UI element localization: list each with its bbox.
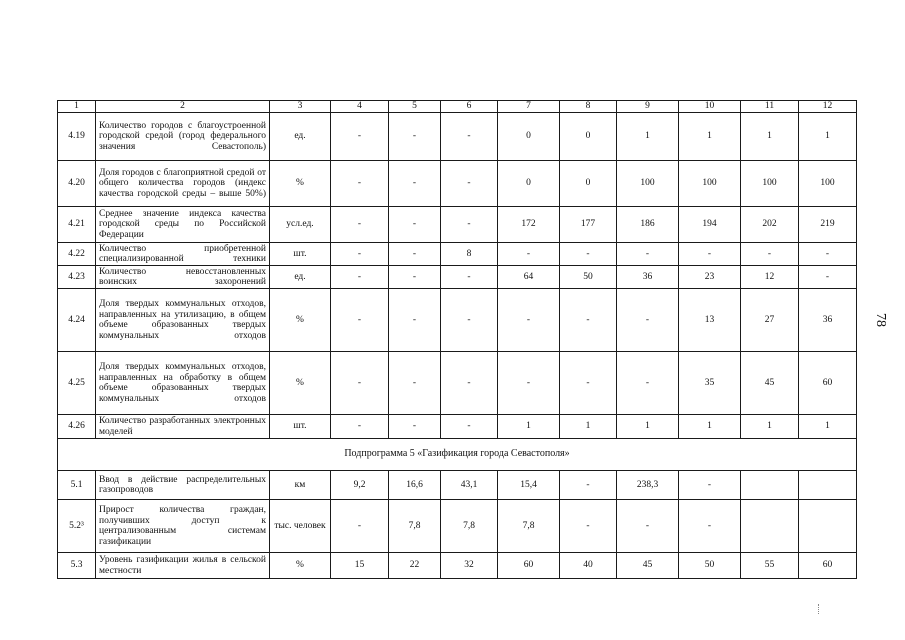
column-number: 11 <box>741 101 799 113</box>
indicator-value: 1 <box>741 415 799 439</box>
indicator-value: 1 <box>679 113 741 161</box>
indicators-table <box>57 100 857 579</box>
indicator-value: - <box>498 289 560 352</box>
table-row <box>58 500 857 553</box>
indicator-value: - <box>389 289 441 352</box>
row-number: 4.25 <box>58 352 96 415</box>
indicator-value: 1 <box>617 113 679 161</box>
column-number: 4 <box>331 101 389 113</box>
unit-of-measure: тыс. человек <box>270 500 331 553</box>
indicator-value: 1 <box>498 415 560 439</box>
indicator-value: - <box>441 207 498 243</box>
indicator-value: - <box>389 207 441 243</box>
indicator-value: 32 <box>441 553 498 579</box>
unit-of-measure: км <box>270 471 331 500</box>
indicator-value: 45 <box>741 352 799 415</box>
unit-of-measure: шт. <box>270 415 331 439</box>
indicator-value: - <box>498 243 560 266</box>
unit-of-measure: % <box>270 553 331 579</box>
table-row <box>58 471 857 500</box>
indicator-value: 100 <box>617 161 679 207</box>
row-number: 5.1 <box>58 471 96 500</box>
table-row <box>58 266 857 289</box>
indicator-value: 7,8 <box>389 500 441 553</box>
indicator-value: - <box>617 500 679 553</box>
indicator-value: - <box>560 243 617 266</box>
indicator-value: - <box>679 500 741 553</box>
unit-of-measure: усл.ед. <box>270 207 331 243</box>
indicator-value: - <box>331 207 389 243</box>
indicator-value: - <box>560 289 617 352</box>
scan-mark <box>818 604 820 614</box>
indicator-value: - <box>617 243 679 266</box>
indicator-value: 27 <box>741 289 799 352</box>
row-number: 5.3 <box>58 553 96 579</box>
indicator-value: 177 <box>560 207 617 243</box>
column-number: 7 <box>498 101 560 113</box>
indicator-name: Доля городов с благоприятной средой от общего количества городов (индекс качества городской среды – выше 50%) <box>96 161 270 207</box>
unit-of-measure: % <box>270 289 331 352</box>
indicator-value: - <box>389 113 441 161</box>
column-number: 1 <box>58 101 96 113</box>
indicator-value: - <box>389 243 441 266</box>
indicator-value: 12 <box>741 266 799 289</box>
indicator-value: 36 <box>799 289 857 352</box>
indicator-value: 194 <box>679 207 741 243</box>
indicator-value: - <box>331 352 389 415</box>
column-number: 8 <box>560 101 617 113</box>
indicator-value: 9,2 <box>331 471 389 500</box>
indicator-value: 40 <box>560 553 617 579</box>
indicator-value: 8 <box>441 243 498 266</box>
indicator-value: 15,4 <box>498 471 560 500</box>
indicator-value: - <box>389 161 441 207</box>
indicator-value: 0 <box>498 161 560 207</box>
indicator-value: 45 <box>617 553 679 579</box>
indicator-value: 13 <box>679 289 741 352</box>
column-number: 12 <box>799 101 857 113</box>
page-number: 78 <box>873 313 888 327</box>
column-number: 9 <box>617 101 679 113</box>
unit-of-measure: шт. <box>270 243 331 266</box>
table-row <box>58 553 857 579</box>
row-number: 4.24 <box>58 289 96 352</box>
table-row <box>58 243 857 266</box>
indicator-value: - <box>331 113 389 161</box>
table-row <box>58 352 857 415</box>
table-row <box>58 289 857 352</box>
unit-of-measure: % <box>270 161 331 207</box>
indicator-value: 0 <box>560 161 617 207</box>
indicator-value: - <box>741 243 799 266</box>
indicator-name: Количество приобретенной специализированной техники <box>96 243 270 266</box>
row-number: 4.26 <box>58 415 96 439</box>
indicator-value: 23 <box>679 266 741 289</box>
indicator-name: Количество городов с благоустроенной городской средой (город федерального значения Севастополь) <box>96 113 270 161</box>
indicator-value <box>741 471 799 500</box>
indicator-value: - <box>389 266 441 289</box>
indicator-value: 238,3 <box>617 471 679 500</box>
row-number: 4.20 <box>58 161 96 207</box>
indicator-value: - <box>389 352 441 415</box>
indicator-value: - <box>441 289 498 352</box>
indicator-value <box>799 471 857 500</box>
indicator-name: Ввод в действие распределительных газопроводов <box>96 471 270 500</box>
indicator-name: Количество невосстановленных воинских захоронений <box>96 266 270 289</box>
indicator-value: 1 <box>560 415 617 439</box>
indicator-value: - <box>560 471 617 500</box>
indicator-value: 22 <box>389 553 441 579</box>
row-number: 4.19 <box>58 113 96 161</box>
indicator-value: 202 <box>741 207 799 243</box>
indicator-value: - <box>441 266 498 289</box>
indicator-value: 60 <box>498 553 560 579</box>
indicator-value: - <box>679 471 741 500</box>
table-row <box>58 113 857 161</box>
indicator-name: Количество разработанных электронных моделей <box>96 415 270 439</box>
column-number: 3 <box>270 101 331 113</box>
table-row <box>58 207 857 243</box>
indicator-value: 36 <box>617 266 679 289</box>
column-number: 5 <box>389 101 441 113</box>
indicator-value: - <box>441 352 498 415</box>
indicator-value: 1 <box>799 415 857 439</box>
indicator-name: Доля твердых коммунальных отходов, направленных на обработку в общем объеме образованных твердых коммунальных отходов <box>96 352 270 415</box>
column-number: 2 <box>96 101 270 113</box>
indicator-value: 60 <box>799 553 857 579</box>
indicator-value: 100 <box>741 161 799 207</box>
indicator-value <box>799 500 857 553</box>
indicator-value: 1 <box>799 113 857 161</box>
row-number: 4.23 <box>58 266 96 289</box>
indicator-value: 50 <box>560 266 617 289</box>
indicator-value: - <box>560 352 617 415</box>
table-body <box>58 101 857 579</box>
unit-of-measure: ед. <box>270 113 331 161</box>
indicator-value: - <box>389 415 441 439</box>
indicator-value: 0 <box>498 113 560 161</box>
unit-of-measure: % <box>270 352 331 415</box>
row-number: 5.2³ <box>58 500 96 553</box>
indicator-value: - <box>617 289 679 352</box>
indicator-value: 16,6 <box>389 471 441 500</box>
indicator-value: 50 <box>679 553 741 579</box>
indicator-value: 55 <box>741 553 799 579</box>
row-number: 4.21 <box>58 207 96 243</box>
section-title: Подпрограмма 5 «Газификация города Севастополя» <box>58 439 857 471</box>
unit-of-measure: ед. <box>270 266 331 289</box>
indicator-value: 64 <box>498 266 560 289</box>
indicator-value: 35 <box>679 352 741 415</box>
indicator-value: 186 <box>617 207 679 243</box>
indicator-value: - <box>331 243 389 266</box>
indicator-value: 15 <box>331 553 389 579</box>
indicator-name: Уровень газификации жилья в сельской местности <box>96 553 270 579</box>
indicator-value: - <box>441 113 498 161</box>
indicator-value: - <box>679 243 741 266</box>
indicator-value: - <box>498 352 560 415</box>
indicator-value: - <box>331 289 389 352</box>
column-number: 10 <box>679 101 741 113</box>
indicator-value: 172 <box>498 207 560 243</box>
indicator-value: 43,1 <box>441 471 498 500</box>
indicator-value: - <box>331 161 389 207</box>
indicator-value: 1 <box>679 415 741 439</box>
indicator-value: 219 <box>799 207 857 243</box>
row-number: 4.22 <box>58 243 96 266</box>
indicator-value: 0 <box>560 113 617 161</box>
indicator-name: Доля твердых коммунальных отходов, направленных на утилизацию, в общем объеме образованных твердых коммунальных отходов <box>96 289 270 352</box>
indicator-value: - <box>441 415 498 439</box>
indicator-value <box>741 500 799 553</box>
indicator-value: 100 <box>679 161 741 207</box>
table-row <box>58 161 857 207</box>
indicator-value: 7,8 <box>498 500 560 553</box>
table-row <box>58 415 857 439</box>
indicator-value: - <box>331 415 389 439</box>
indicator-value: 100 <box>799 161 857 207</box>
indicator-value: 7,8 <box>441 500 498 553</box>
indicator-value: 60 <box>799 352 857 415</box>
indicator-value: - <box>331 266 389 289</box>
section-row <box>58 439 857 471</box>
indicator-value: - <box>560 500 617 553</box>
indicator-value: - <box>799 243 857 266</box>
column-number: 6 <box>441 101 498 113</box>
indicator-value: - <box>441 161 498 207</box>
indicator-value: - <box>331 500 389 553</box>
indicator-value: 1 <box>741 113 799 161</box>
column-number-row <box>58 101 857 113</box>
indicator-name: Прирост количества граждан, получивших доступ к централизованным системам газификации <box>96 500 270 553</box>
indicator-value: - <box>799 266 857 289</box>
indicator-value: - <box>617 352 679 415</box>
indicator-value: 1 <box>617 415 679 439</box>
indicator-name: Среднее значение индекса качества городской среды по Российской Федерации <box>96 207 270 243</box>
